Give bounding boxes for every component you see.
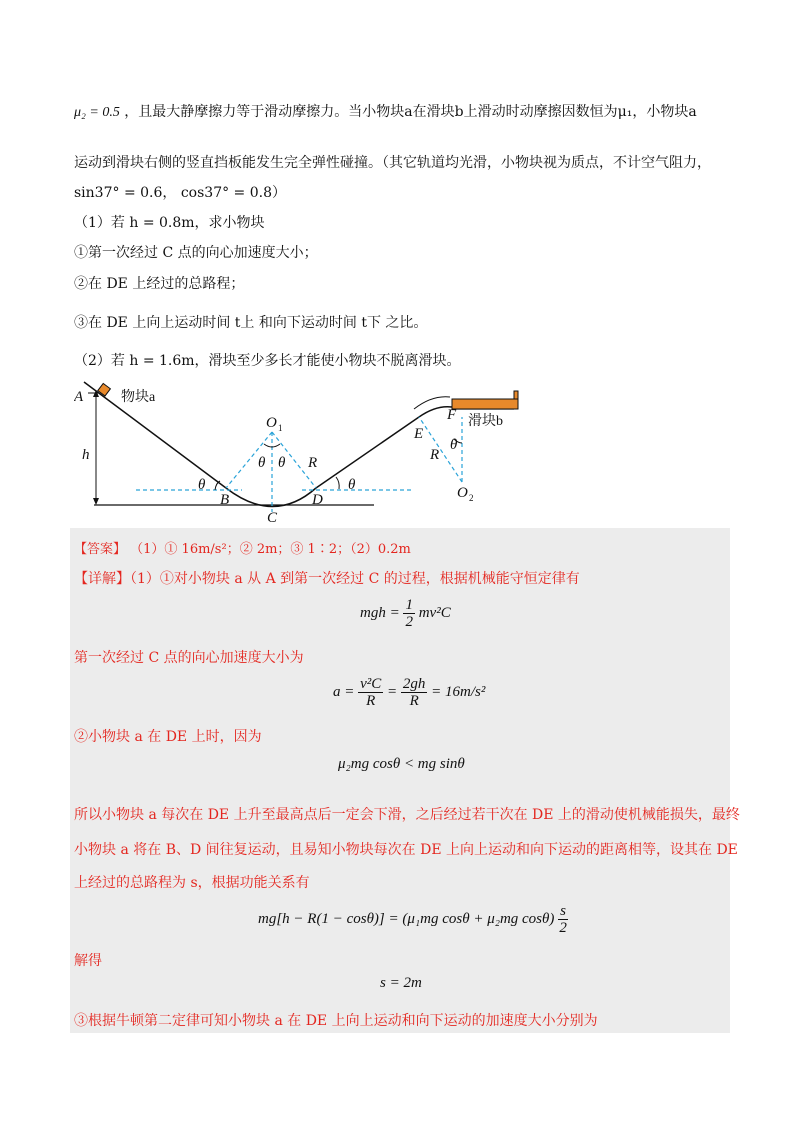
label-theta-d: θ (348, 477, 356, 493)
eq1-den: 2 (405, 614, 413, 630)
equation-2 (333, 676, 485, 709)
track-diagram (74, 377, 524, 522)
eq2-frac1 (358, 676, 383, 709)
equation-3: μ₂mg cosθ < mg sinθ (338, 756, 465, 772)
equation-4 (258, 903, 568, 936)
solution-p6: 上经过的总路程为 s，根据功能关系有 (74, 875, 310, 891)
label-o2-sub: 2 (469, 493, 474, 503)
eq1-num: 1 (405, 597, 413, 613)
theta-arc-d (336, 477, 339, 489)
problem-line-1-text: ，且最大静摩擦力等于滑动摩擦力。当小物块a在滑块b上滑动时动摩擦因数恒为μ₁，小物块a (124, 104, 697, 120)
question-1: （1）若 h = 0.8m，求小物块 (74, 215, 265, 231)
eq1-left: mgh = (360, 604, 400, 621)
solution-p5: 小物块 a 将在 B、D 间往复运动，且易知小物块每次在 DE 上向上运动和向下运动的距离相等，设其在 DE (74, 842, 738, 858)
label-a: A (74, 389, 84, 405)
label-theta-left: θ (258, 455, 266, 471)
equation-5: s = 2m (380, 975, 422, 991)
label-r2: R (430, 447, 440, 463)
h-arrow-bottom (93, 498, 99, 505)
label-h: h (82, 447, 90, 463)
question-1c: ③在 DE 上向上运动时间 t上 和向下运动时间 t下 之比。 (74, 315, 428, 331)
arc-bcd (226, 488, 316, 507)
label-o1: O (266, 415, 277, 431)
solution-p7: 解得 (74, 953, 102, 969)
eq2-result: = 16m/s² (431, 683, 486, 700)
solution-p2: 第一次经过 C 点的向心加速度大小为 (74, 650, 304, 666)
label-block-b: 滑块b (468, 414, 503, 429)
question-2: （2）若 h = 1.6m，滑块至少多长才能使小物块不脱离滑块。 (74, 353, 461, 369)
eq4-num: s (560, 903, 566, 919)
label-o2: O (457, 485, 468, 501)
problem-line-1 (74, 101, 697, 121)
label-o1-sub: 1 (278, 423, 283, 433)
problem-line-3: sin37° = 0.6， cos37° = 0.8） (74, 185, 287, 201)
eq1-right: mv²C (418, 604, 451, 621)
slope-de (316, 417, 419, 488)
label-theta-o2: θ (450, 437, 458, 453)
label-theta-right: θ (278, 455, 286, 471)
solution-p3: ②小物块 a 在 DE 上时，因为 (74, 729, 262, 745)
block-b-stop (514, 391, 518, 399)
question-1b: ②在 DE 上经过的总路程； (74, 276, 245, 292)
solution-p8: ③根据牛顿第二定律可知小物块 a 在 DE 上向上运动和向下运动的加速度大小分别为 (74, 1013, 598, 1029)
eq2-d1: R (366, 693, 376, 709)
question-1a: ①第一次经过 C 点的向心加速度大小； (74, 245, 318, 261)
eq2-frac2 (401, 676, 428, 709)
eq4-den: 2 (559, 920, 567, 936)
equation-1 (360, 597, 451, 630)
mu2-value: μ₂ = 0.5 (74, 105, 120, 120)
eq2-n2: 2gh (402, 676, 426, 692)
eq1-fraction (403, 597, 415, 630)
eq4-left: mg[h − R(1 − cosθ)] = (μ₁mg cosθ + μ₂mg cosθ) (258, 910, 555, 927)
eq2-d2: R (409, 693, 419, 709)
solution-p1: （1）①对小物块 a 从 A 到第一次经过 C 的过程，根据机械能守恒定律有 (130, 571, 580, 587)
label-f: F (447, 407, 457, 423)
label-b: B (220, 492, 230, 508)
solution-tag: 【详解】 (74, 571, 130, 587)
label-d: D (312, 492, 323, 508)
solution-p4: 所以小物块 a 每次在 DE 上升至最高点后一定会下滑，之后经过若干次在 DE 上的滑动使机械能损失，最终 (74, 807, 740, 823)
eq2-eq: = (387, 683, 398, 700)
label-theta-b: θ (198, 477, 206, 493)
eq2-n1: v²C (360, 676, 382, 692)
theta-arc-top (264, 444, 280, 447)
label-r1: R (308, 455, 318, 471)
solution-line-1 (74, 568, 580, 588)
eq4-fraction (558, 903, 568, 936)
label-c: C (267, 510, 278, 522)
problem-line-2: 运动到滑块右侧的竖直挡板能发生完全弹性碰撞。（其它轨道均光滑，小物块视为质点，不计空气阻力， (74, 155, 711, 171)
answer-text: （1）① 16m/s²；② 2m；③ 1∶2；（2）0.2m (130, 542, 411, 557)
answer-tag: 【答案】 (74, 542, 127, 557)
block-b (452, 399, 518, 409)
label-block-a: 物块a (121, 390, 156, 405)
label-e: E (414, 426, 424, 442)
eq2-a: a = (333, 683, 355, 700)
answer-line (74, 538, 411, 557)
